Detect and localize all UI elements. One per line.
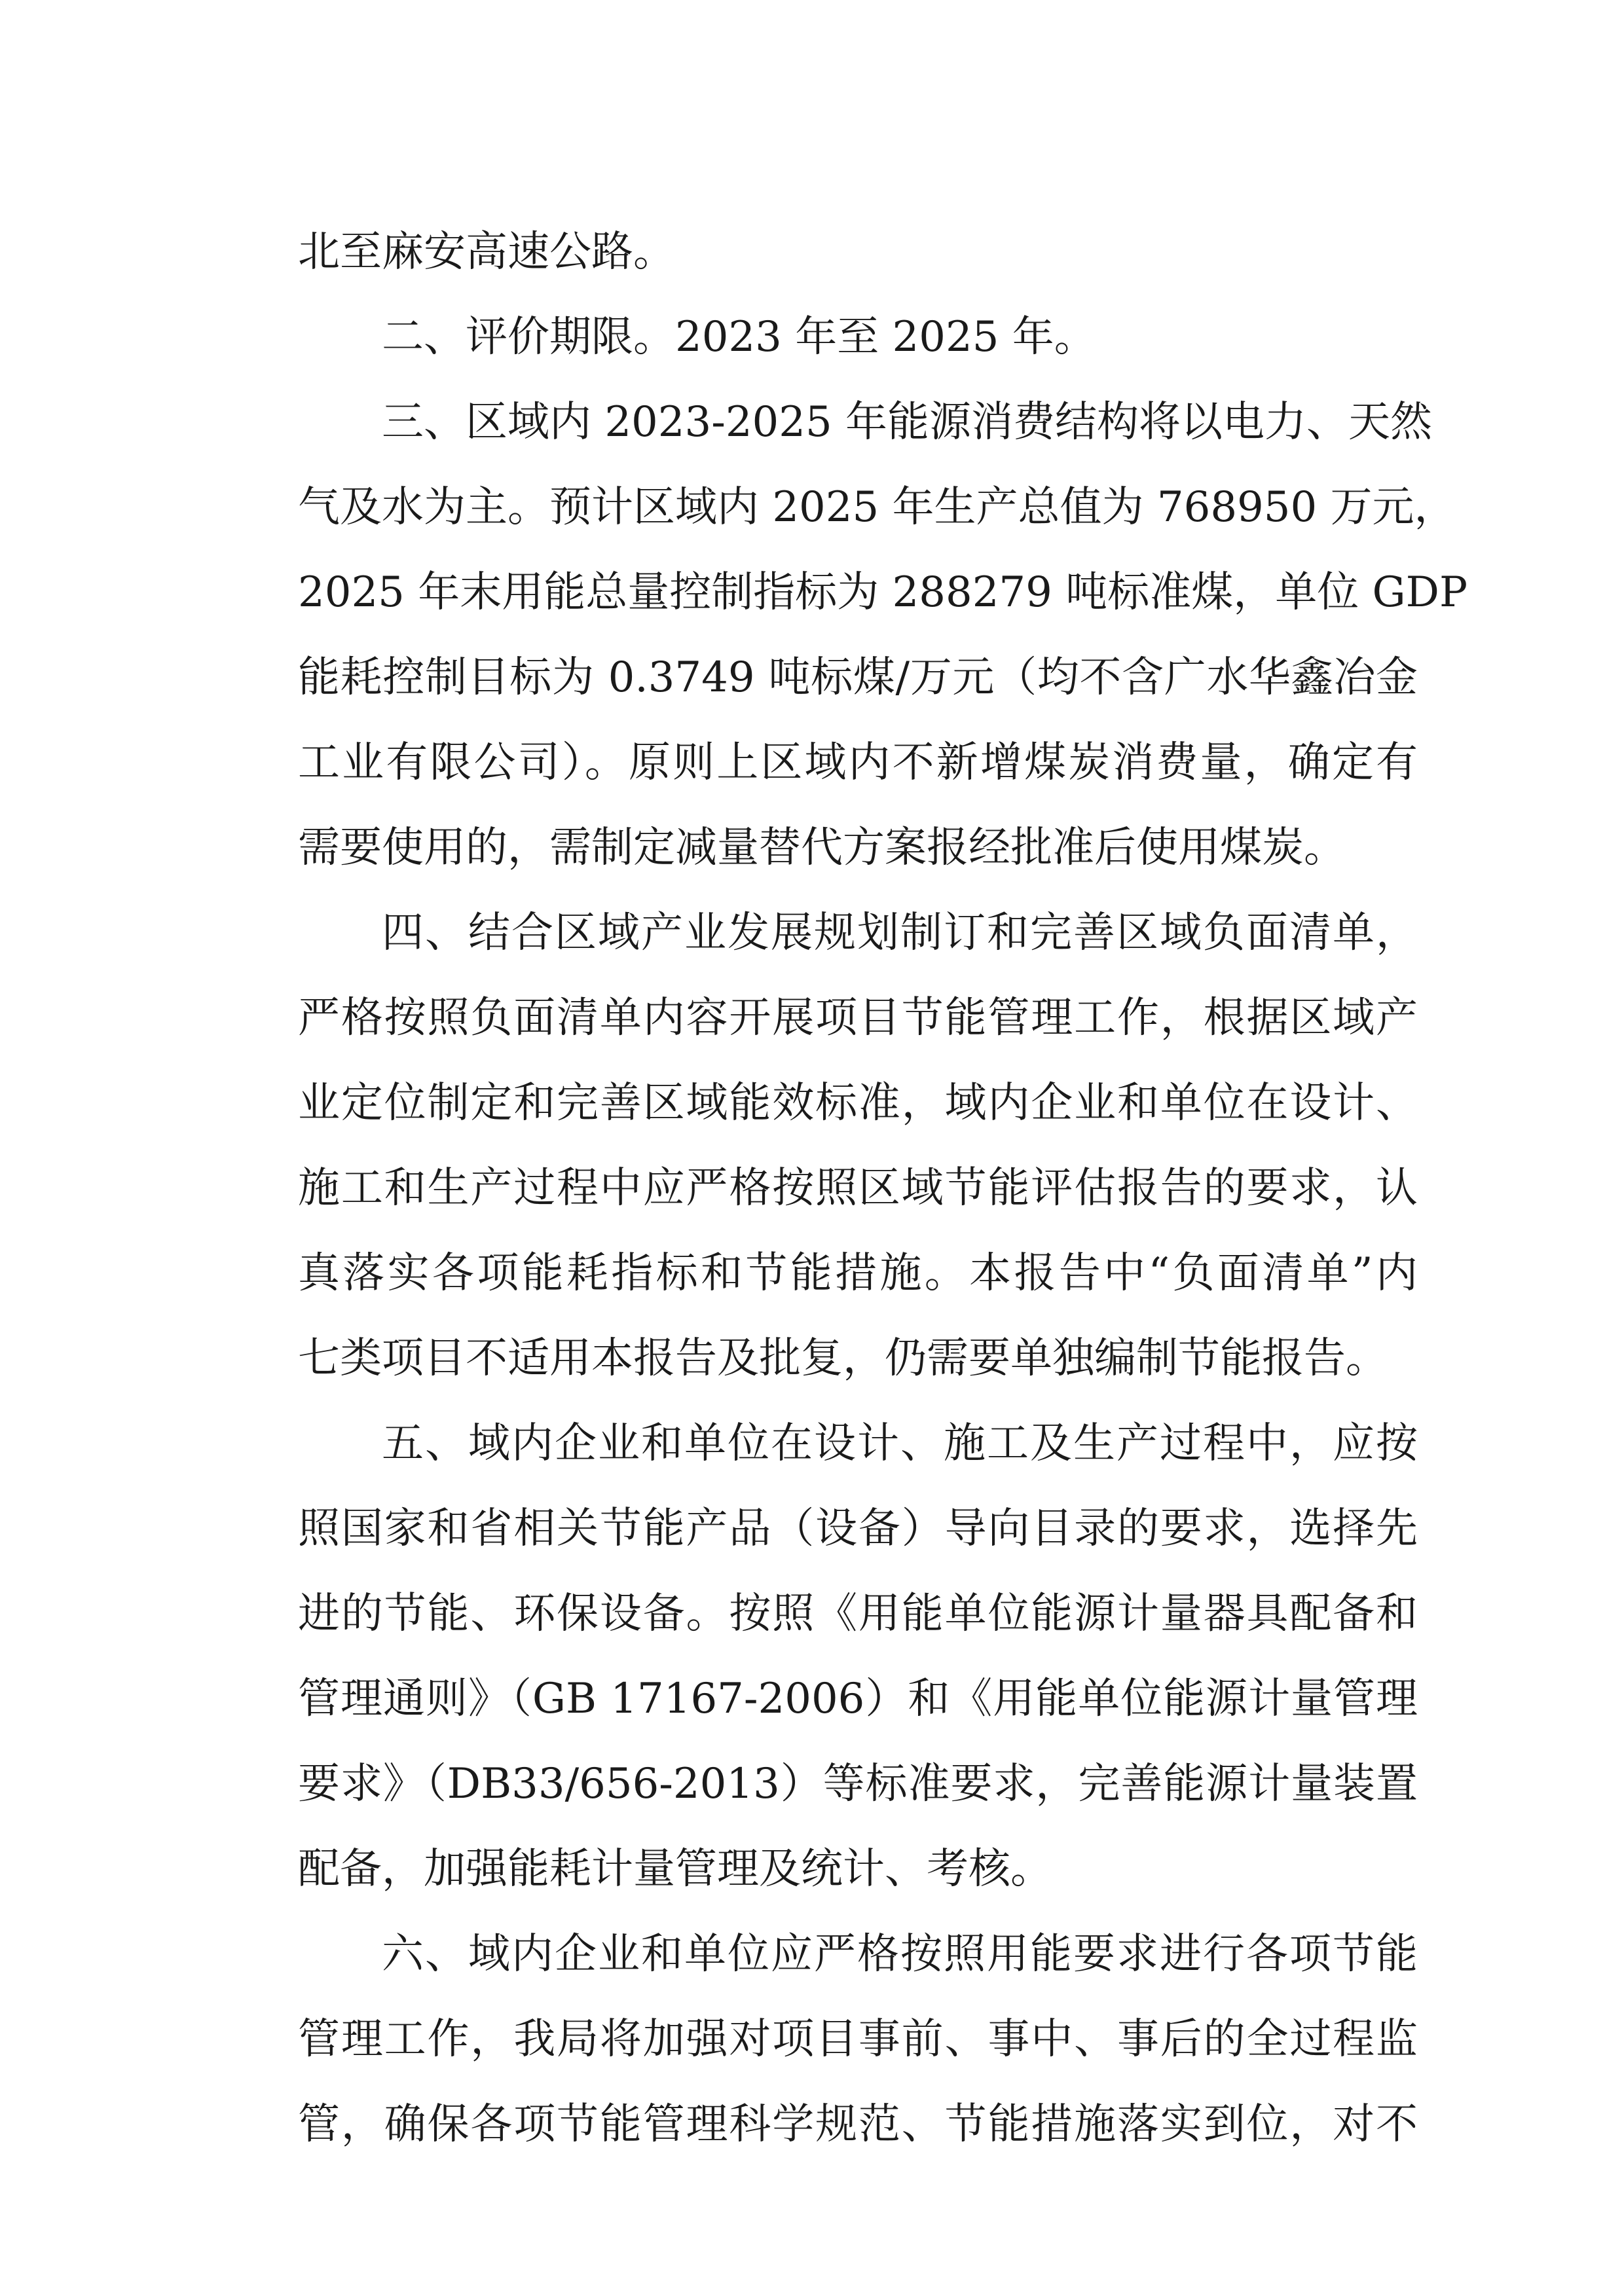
text-line: 工业有限公司）。原则上区域内不新增煤炭消费量，确定有 — [298, 738, 1418, 787]
text-line: 要求》（DB33/656-2013）等标准要求，完善能源计量装置 — [298, 1760, 1418, 1808]
document-body — [298, 210, 1468, 2167]
text-line: 七类项目不适用本报告及批复，仍需要单独编制节能报告。 — [298, 1334, 1388, 1383]
text-line: 业定位制定和完善区域能效标准，域内企业和单位在设计、 — [298, 1079, 1418, 1127]
text-line: 管理工作，我局将加强对项目事前、事中、事后的全过程监 — [298, 2015, 1418, 2064]
text-line: 需要使用的，需制定减量替代方案报经批准后使用煤炭。 — [298, 824, 1346, 872]
text-line: 能耗控制目标为 0.3749 吨标煤/万元（均不含广水华鑫冶金 — [298, 653, 1418, 702]
text-line: 进的节能、环保设备。按照《用能单位能源计量器具配备和 — [298, 1590, 1418, 1638]
text-line: 真落实各项能耗指标和节能措施。本报告中“负面清单”内 — [298, 1249, 1418, 1298]
text-line: 气及水为主。预计区域内 2025 年生产总值为 768950 万元， — [298, 483, 1456, 532]
text-line: 管，确保各项节能管理科学规范、节能措施落实到位，对不 — [298, 2100, 1418, 2149]
text-line: 施工和生产过程中应严格按照区域节能评估报告的要求，认 — [298, 1164, 1418, 1212]
text-line: 三、区域内 2023-2025 年能源消费结构将以电力、天然 — [382, 398, 1433, 446]
text-line: 配备，加强能耗计量管理及统计、考核。 — [298, 1845, 1052, 1893]
text-line: 四、结合区域产业发展规划制订和完善区域负面清单， — [382, 909, 1418, 957]
text-line: 五、域内企业和单位在设计、施工及生产过程中，应按 — [382, 1419, 1418, 1468]
text-line: 严格按照负面清单内容开展项目节能管理工作，根据区域产 — [298, 994, 1418, 1042]
text-line: 照国家和省相关节能产品（设备）导向目录的要求，选择先 — [298, 1504, 1418, 1553]
text-line: 2025 年末用能总量控制指标为 288279 吨标准煤，单位 GDP — [298, 568, 1468, 617]
text-line: 管理通则》（GB 17167-2006）和《用能单位能源计量管理 — [298, 1675, 1418, 1723]
text-line: 六、域内企业和单位应严格按照用能要求进行各项节能 — [382, 1930, 1418, 1978]
text-line: 二、评价期限。2023 年至 2025 年。 — [382, 313, 1096, 361]
text-line: 北至麻安高速公路。 — [298, 228, 675, 276]
